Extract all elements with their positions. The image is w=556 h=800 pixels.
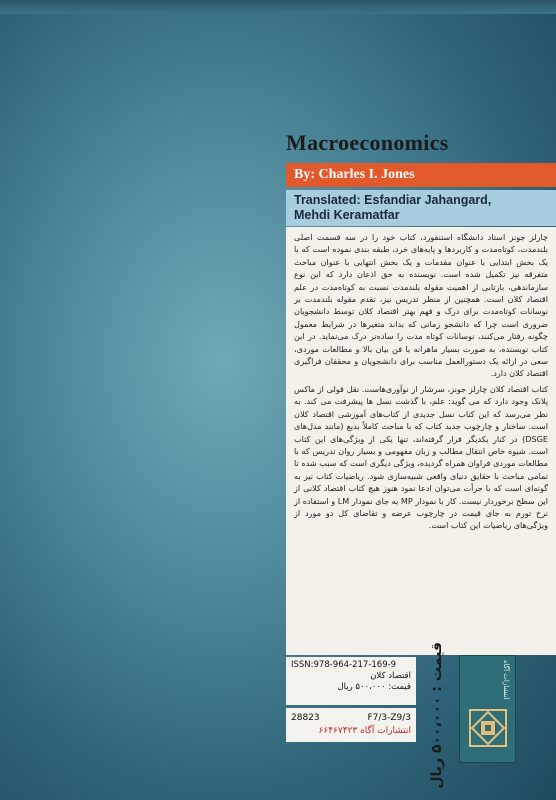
price-text: قیمت : ۵۰۰،۰۰۰ ریال: [429, 641, 445, 789]
top-edge-band: [0, 0, 556, 14]
blurb-paragraph-1: چارلز جونز استاد دانشگاه استنفورد، کتاب خود را در سه قسمت اصلی بلندمدت، کوتاه‌مدت و کاربردها و پایه‌های خرد، طبقه بندی نموده است که با یک بخش ابتدایی با عنوان مقدمات و یک بخش انتهایی با عنوان مباحث متفرقه نیز تکمیل شده است. نویسنده به حق اذعان دارد که این نوع سازماندهی، بازتابی از اهمیت مقوله بلندمدت نسبت به کوتاه‌مدت در علم اقتصاد کلان است. همچنین از منظر تدریس نیز، تقدم مقوله بلندمدت بر نوسانات کوتاه‌مدت برای درک و فهم بهتر اقتصاد کلان توسط دانشجویان ضروری است چرا که دانشجو زمانی که بداند متغیرها در شرایط معمول چگونه رفتار می‌کنند، نوسانات کوتاه مدت را ساده‌تر درک می‌نماید. در این کتاب نویسنده، به صورت بسیار ماهرانه با فن بیان بالا و مطالعات موردی، سعی در ارائه یک دستورالعمل مناسب برای دانشجویان و محققان فراگیری اقتصاد کلان دارد.: [294, 232, 548, 379]
shelf-tag: [286, 708, 416, 742]
author-banner: By: Charles I. Jones: [286, 163, 556, 187]
blurb-text-box: [286, 227, 556, 655]
publisher-logo: [459, 655, 516, 763]
sticker-price: قیمت: ۵۰۰،۰۰۰ ریال: [337, 682, 411, 692]
translators-line-2: Mehdi Keramatfar: [294, 208, 400, 222]
sticker-isbn: ISSN:978-964-217-169-9: [291, 660, 397, 670]
tag-code: F7/3-Z9/3: [367, 713, 411, 723]
publisher-seal-icon: [468, 708, 508, 748]
tag-publisher-phone: انتشارات آگاه ۶۶۴۶۷۴۲۳: [318, 726, 411, 736]
translators-box: [286, 190, 556, 226]
book-title: Macroeconomics: [286, 130, 449, 155]
publisher-name: انتشارات آگاه: [502, 660, 510, 700]
translators-line-1: Translated: Esfandiar Jahangard,: [294, 193, 492, 207]
blurb-paragraph-2: کتاب اقتصاد کلان چارلز جونز، سرشار از نوآوری‌هاست. نقل قولی از ماکس پلانک وجود دارد که می گوید: علم، با گذشت نسل ها پیشرفت می کند. به نظر می‌رسد که این کتاب نسل جدیدی از کتاب‌های آموزشی اقتصاد کلان است. ساختار و چارچوب جدید کتاب که با مباحث کاملاً بدیع (مانند مدل‌های DSGE) در کنار یکدیگر قرار گرفته‌اند، تنها یکی از ویژگی‌های این کتاب است. شیوه خاص انتقال مطالب و زبان مفهومی و بسیار روان تدریس که با مطالعات موردی فراوان همراه گردیده، ویژگی دیگری است که سبب شده تا تمامی مباحث با حقایق دنیای واقعی شبیه‌سازی شود. ریاضیات کتاب نیز به گونه‌ای است که با جرأت می‌توان ادعا نمود هنوز هیچ کتاب اقتصاد کلانی از این سطح برخوردار نیست. کار با نمودار MP به جای نمودار LM و استفاده از نرخ تورم به جای قیمت در چارچوب عرضه و تقاضای کل دو مورد از ویژگی‌های ریاضیات این کتاب است.: [294, 383, 548, 531]
price-label: [422, 641, 452, 789]
isbn-sticker: [286, 657, 416, 705]
sticker-title: اقتصاد کلان: [370, 671, 411, 681]
tag-number: 28823: [291, 713, 320, 723]
